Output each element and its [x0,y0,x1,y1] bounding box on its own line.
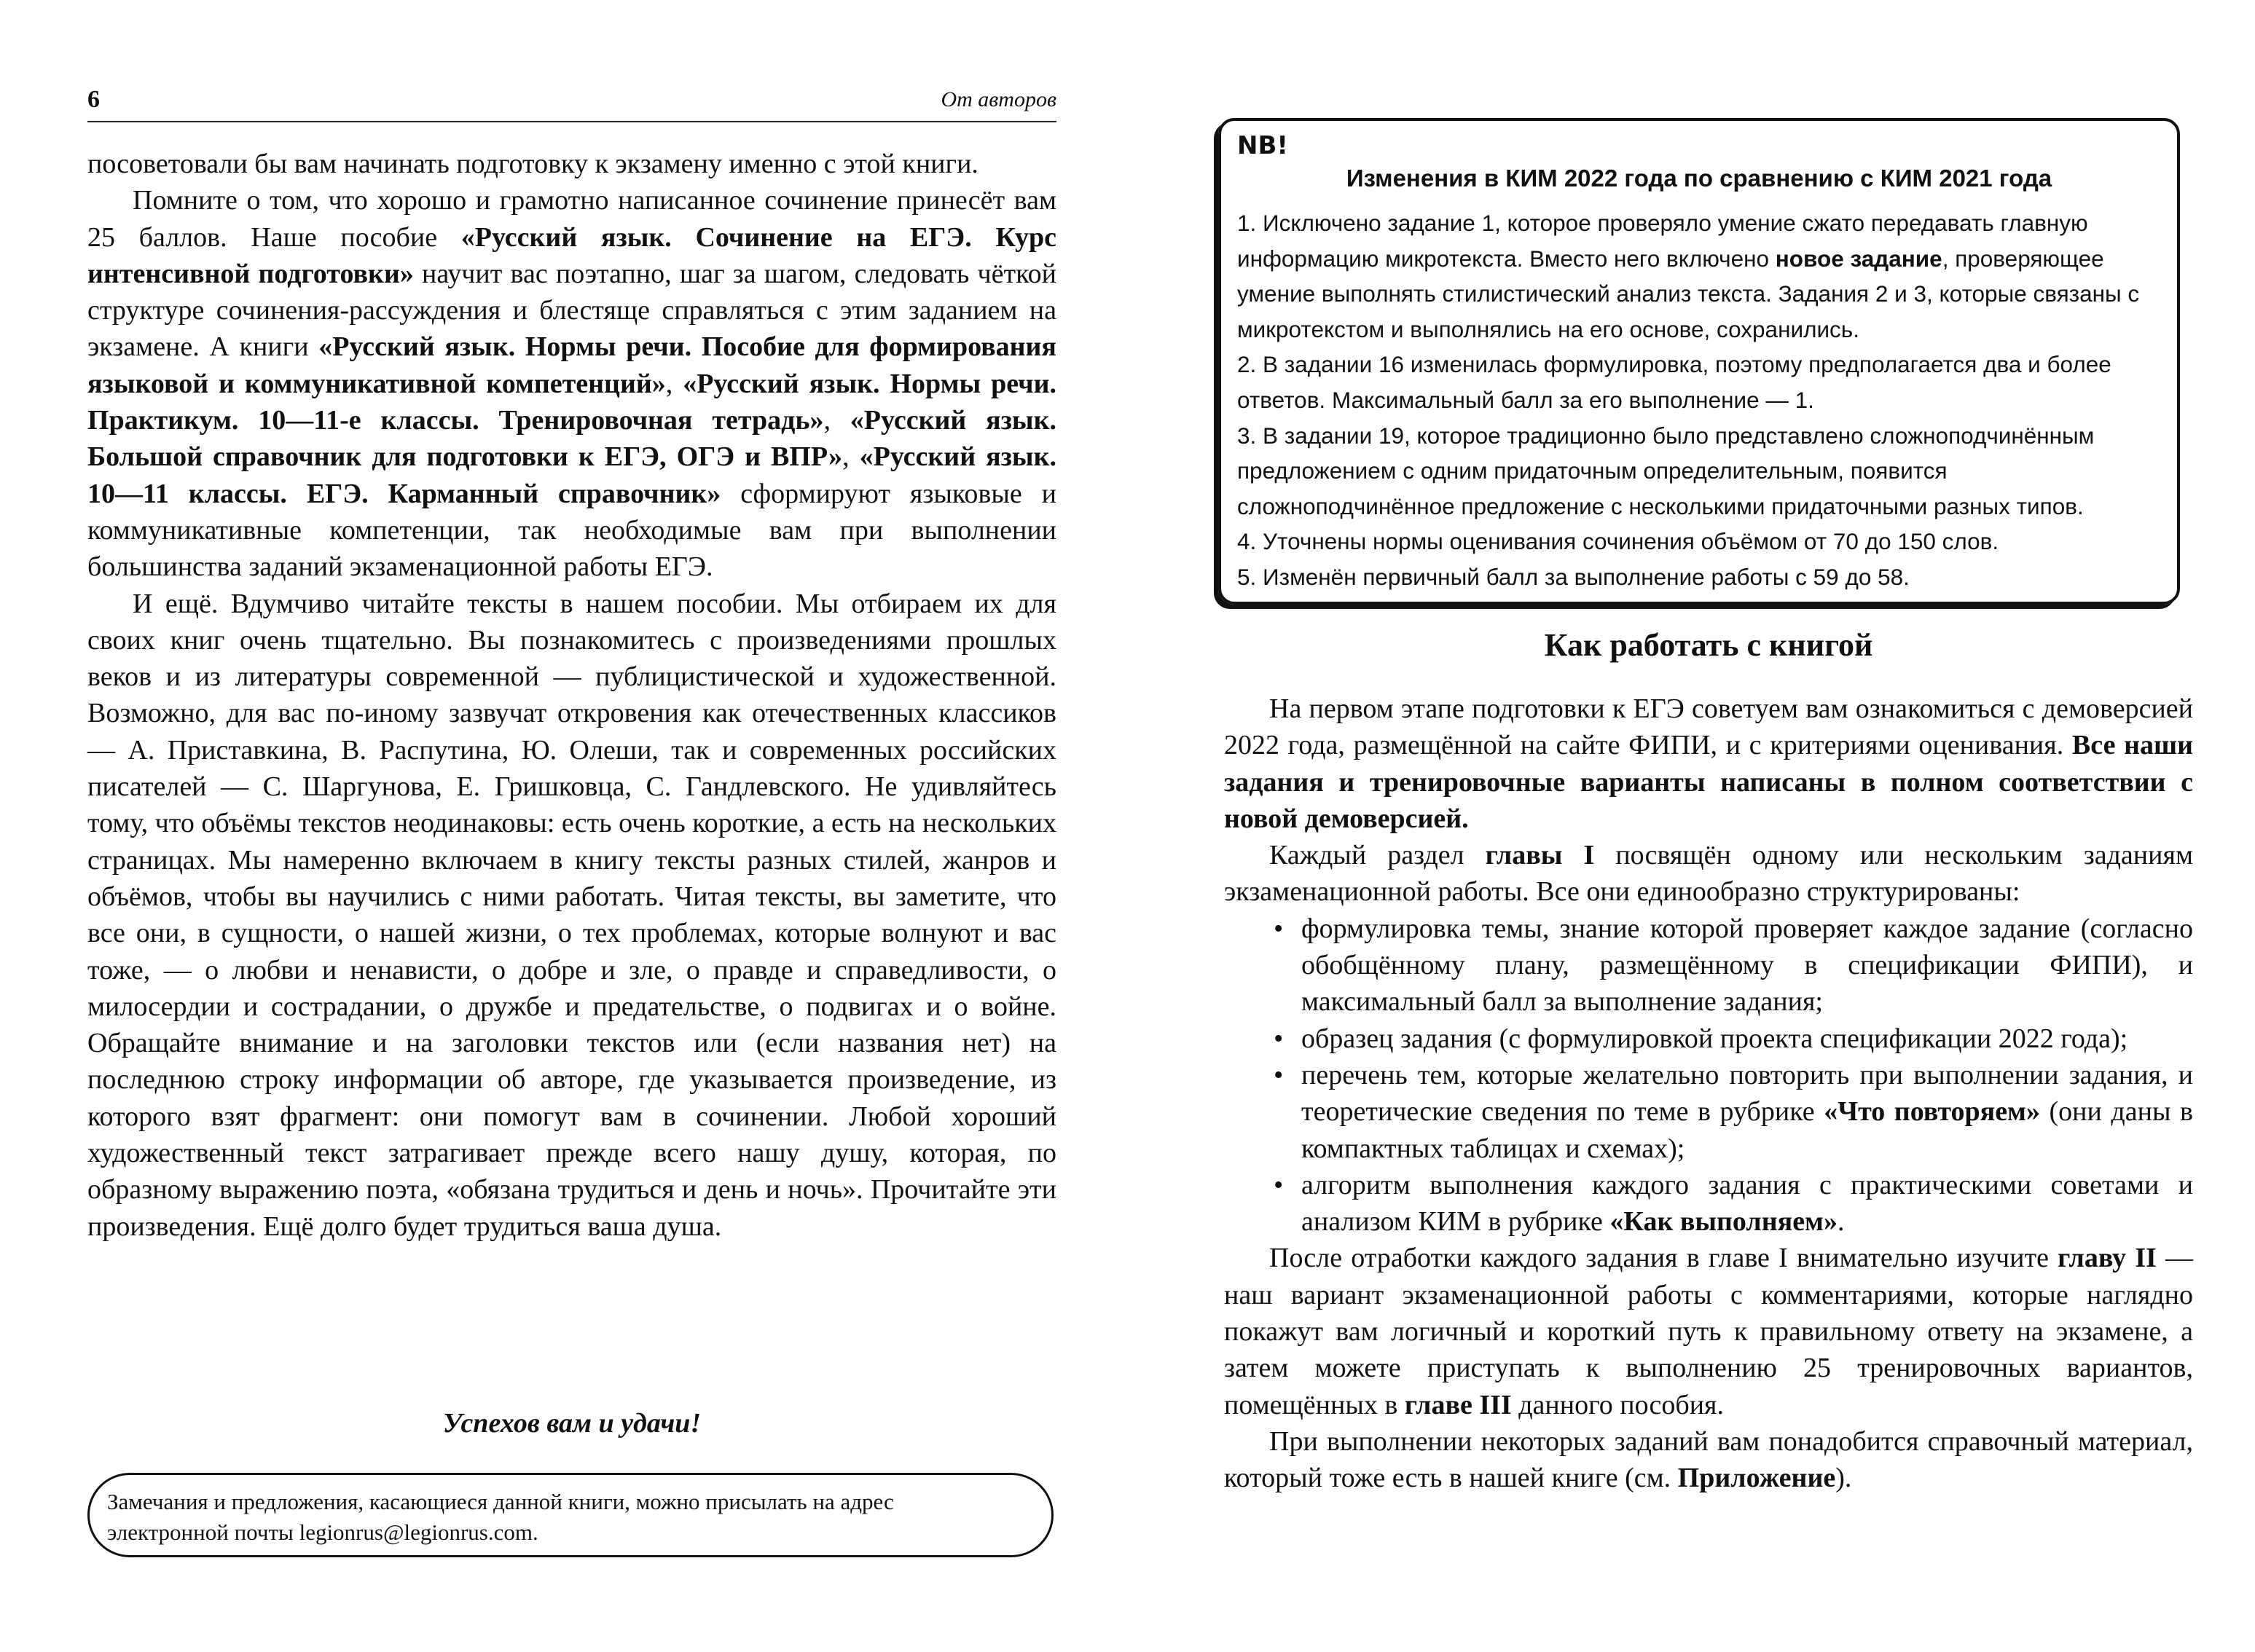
contact-note-box [87,1473,1054,1557]
bold-text-run: Все наши задания и тренировочные варианты написаны в полном соответствии с новой демоверсией. [1224,730,2193,834]
paragraph [87,146,1056,182]
text-run: формулировка темы, знание которой проверяет каждое задание (согласно обобщённому плану, размещённому в спецификации ФИПИ), и максимальный балл за выполнение задания; [1301,913,2193,1018]
text-run: Каждый раздел [1269,840,1486,871]
text-run: . [1837,1206,1845,1238]
left-page [87,0,1056,1652]
paragraph [87,182,1056,585]
structure-list [1224,910,2193,1240]
bold-text-run: «Русский язык. Большой справочник для подготовки к ЕГЭ, ОГЭ и ВПР» [87,405,1056,473]
text-run: перечень тем, которые желательно повторить при выполнении задания, и теоретические сведения по теме в рубрике [1301,1059,2193,1128]
paragraph-appendix [1224,1423,2193,1497]
text-run: 2. В задании 16 изменилась формулировка, поэтому предполагается два и более ответов. Максимальный балл за его выполнение — 1. [1237,351,2111,413]
text-run: На первом этапе подготовки к ЕГЭ советуем вам ознакомиться с демоверсией 2022 года, размещённой на сайте ФИПИ, и с критериями оценивания. [1224,693,2193,761]
bold-text-run: главы I [1485,840,1595,871]
bullet-item [1224,910,2193,1020]
bold-text-run: «Русский язык. Нормы речи. Пособие для формирования языковой и коммуникативной компетенций» [87,331,1056,399]
bold-text-run: «Русский язык. 10—11 классы. ЕГЭ. Карманный справочник» [87,441,1056,509]
bold-text-run: «Русский язык. Нормы речи. Практикум. 10—11-е классы. Тренировочная тетрадь» [87,368,1057,436]
paragraph-chapter-2 [1224,1240,2193,1423]
text-run: , [665,368,683,399]
text-run: — наш вариант экзаменационной работы с комментариями, которые наглядно покажут вам логичный и короткий путь к правильному ответу на экзамене, а затем можете приступать к выполнению 25 тренировочных вариантов, помещённых в [1224,1243,2193,1420]
text-run: И ещё. Вдумчиво читайте тексты в нашем пособии. Мы отбираем их для своих книг очень тщательно. Вы познакомитесь с произведениями прошлых веков и из литературы современной — публицистической и художественной. Возможно, для вас по-иному зазвучат откровения как отечественных классиков — А. Приставкина, В. Распутина, Ю. Олеши, так и современных российских писателей — С. Шаргунова, Е. Гришковца, С. Гандлевского. Не удивляйтесь тому, что объёмы текстов неодинаковы: есть очень короткие, а есть на нескольких страницах. Мы намеренно включаем в книгу тексты разных стилей, жанров и объёмов, чтобы вы научились с ними работать. Читая тексты, вы заметите, что все они, в сущности, о нашей жизни, о тех проблемах, которые волнуют и вас тоже, — о любви и ненависти, о добре и зле, о правде и справедливости, о милосердии и сострадании, о дружбе и предательстве, о подвигах и о войне. Обращайте внимание и на заголовки текстов или (если названия нет) на последнюю строку информации об авторе, где указывается произведение, из которого взят фрагмент: они помогут вам в сочинении. Любой хороший художественный текст затрагивает прежде всего нашу душу, которая, по образному выражению поэта, «обязана трудиться и день и ночь». Прочитайте эти произведения. Ещё долго будет трудиться ваша душа. [87,588,1056,1242]
text-run: 1. Исключено задание 1, которое проверяло умение сжато передавать главную информацию микротекста. Вместо него включено [1237,210,2088,272]
nb-item [1237,524,2161,559]
bold-text-run: новое задание [1775,245,1942,272]
running-section-name: От авторов [941,87,1056,111]
paragraph-intro [1224,691,2193,837]
text-run: данного пособия. [1511,1389,1725,1420]
contact-note-text: Замечания и предложения, касающиеся данной книги, можно присылать на адрес электронной почты legionrus@legionrus.com. [107,1489,894,1545]
text-run: алгоритм выполнения каждого задания с практическими советами и анализом КИМ в рубрике [1301,1169,2193,1238]
text-run: Помните о том, что хорошо и грамотно написанное сочинение принесёт вам 25 баллов. Наше пособие [87,185,1056,253]
text-run: При выполнении некоторых заданий вам понадобится справочный материал, который тоже есть в нашей книге (см. [1224,1425,2193,1494]
nb-item [1237,205,2161,347]
closing-wish: Успехов вам и удачи! [442,1408,702,1439]
text-run: научит вас поэтапно, шаг за шагом, следовать чёткой структуре сочинения-рассуждения и блестяще справляться с этим заданием на экзамене. А книги [87,258,1056,363]
nb-item [1237,347,2161,417]
text-run: , проверяющее умение выполнять стилистический анализ текста. Задания 2 и 3, которые связаны с микротекстом и выполнялись на его основе, сохранились. [1237,245,2140,342]
nb-item [1237,559,2161,595]
paragraph-chapter-1 [1224,837,2193,910]
nb-title: Изменения в КИМ 2022 года по сравнению с КИМ 2021 года [1346,165,2052,192]
bullet-item [1224,1020,2193,1057]
text-run: ). [1835,1463,1852,1494]
right-body-text [1224,691,2193,1497]
text-run: посоветовали бы вам начинать подготовку к экзамену именно с этой книги. [87,149,979,179]
bold-text-run: «Что повторяем» [1824,1096,2040,1128]
text-run: 5. Изменён первичный балл за выполнение работы с 59 до 58. [1237,563,1910,590]
text-run: 4. Уточнены нормы оценивания сочинения объёмом от 70 до 150 слов. [1237,528,1999,555]
text-run: , [823,405,850,436]
bold-text-run: «Русский язык. Сочинение на ЕГЭ. Курс интенсивной подготовки» [87,221,1056,289]
text-run: , [842,441,860,473]
right-page [1224,0,2193,1652]
text-run: посвящён одному или нескольким заданиям экзаменационной работы. Все они единообразно структурированы: [1224,840,2193,908]
nb-box [1218,118,2180,605]
text-run: образец задания (с формулировкой проекта спецификации 2022 года); [1301,1023,2128,1054]
nb-label: NB! [1237,131,1288,160]
text-run: После отработки каждого задания в главе I внимательно изучите [1269,1243,2058,1274]
nb-item [1237,418,2161,524]
page-number: 6 [87,86,100,113]
text-run: сформируют языковые и коммуникативные компетенции, так необходимые вам при выполнении большинства заданий экзаменационной работы ЕГЭ. [87,478,1056,583]
bold-text-run: «Как выполняем» [1609,1206,1838,1238]
text-run: (они даны в компактных таблицах и схемах); [1301,1096,2193,1164]
bold-text-run: главе III [1404,1389,1512,1420]
bullet-item [1224,1057,2193,1167]
text-run: 3. В задании 19, которое традиционно было представлено сложноподчинённым предложением с одним придаточным определительным, появится сложноподчинённое предложение с несколькими придаточными разных типов. [1237,422,2095,519]
bold-text-run: Приложение [1677,1463,1836,1494]
nb-list [1237,205,2161,595]
left-body-text [87,146,1056,1245]
running-head [87,86,1056,122]
bullet-item [1224,1167,2193,1240]
section-title: Как работать с книгой [1544,627,1873,663]
paragraph [87,586,1056,1245]
bold-text-run: главу II [2058,1243,2157,1274]
